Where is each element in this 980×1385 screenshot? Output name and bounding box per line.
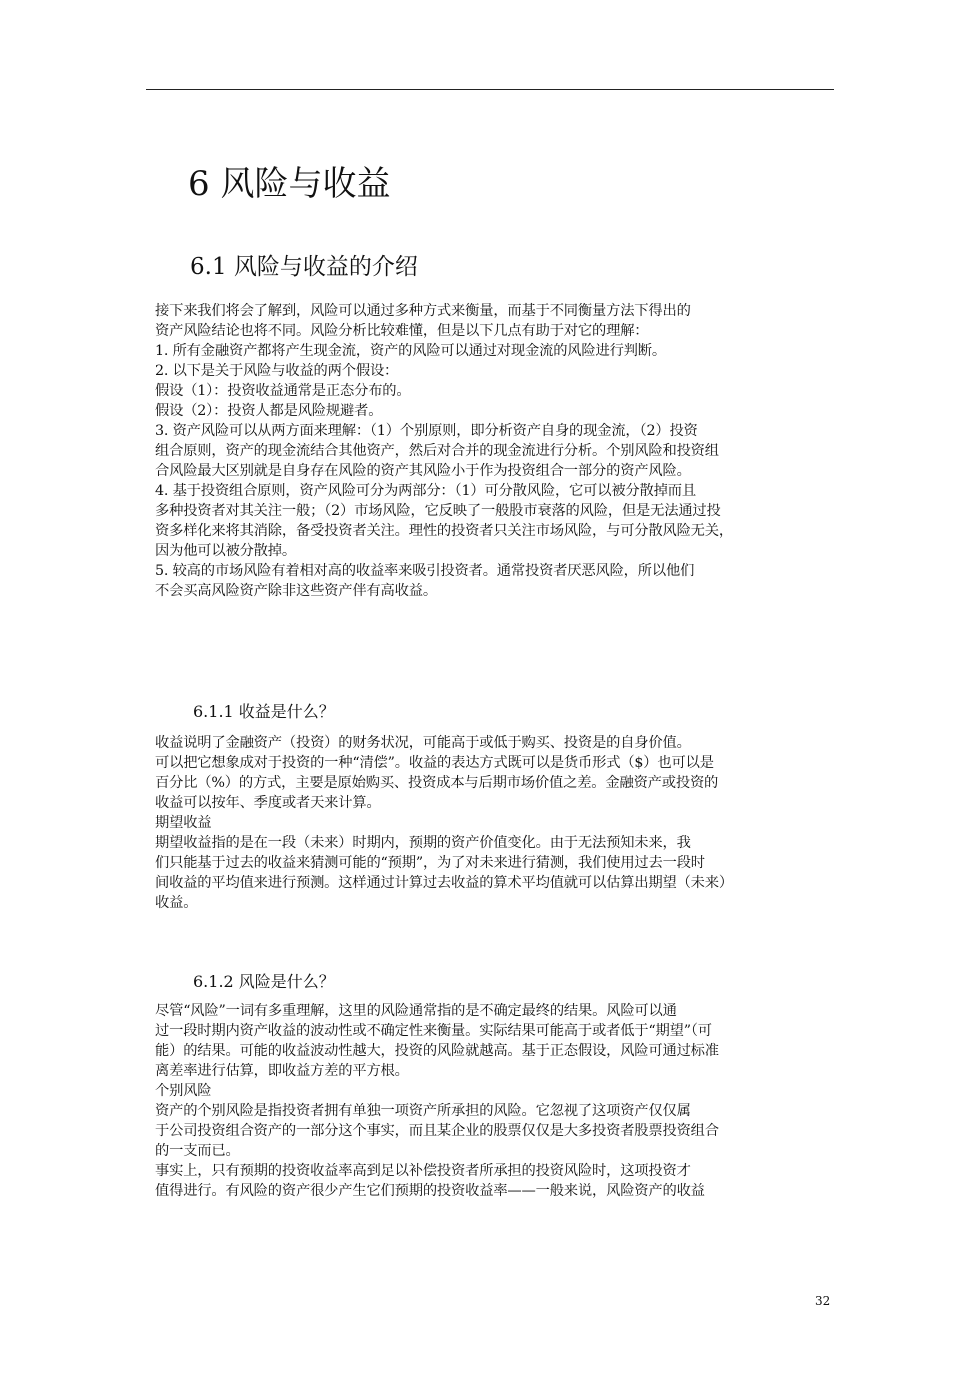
returns-paragraphs: [155, 733, 733, 913]
text-line: 的一支而已。: [155, 1143, 240, 1159]
header-rule: [146, 89, 834, 90]
text-line: 值得进行。有风险的资产很少产生它们预期的投资收益率——一般来说，风险资产的收益: [155, 1183, 705, 1199]
page-number: 32: [815, 1294, 831, 1308]
subsection-title-risk: 6.1.2 风险是什么？: [193, 972, 335, 991]
text-line: 可以把它想象成对于投资的一种“清偿”。收益的表达方式既可以是货币形式（$）也可以是: [155, 755, 714, 771]
text-line: 资多样化来将其消除，备受投资者关注。理性的投资者只关注市场风险，与可分散风险无关，: [155, 523, 733, 539]
text-line: 收益可以按年、季度或者天来计算。: [155, 795, 381, 811]
text-line: 接下来我们将会了解到，风险可以通过多种方式来衡量，而基于不同衡量方法下得出的: [155, 303, 691, 319]
text-line: 资产风险结论也将不同。风险分析比较难懂，但是以下几点有助于对它的理解：: [155, 323, 649, 339]
subsection-title-returns: 6.1.1 收益是什么？: [193, 702, 335, 721]
text-line: 合风险最大区别就是自身存在风险的资产其风险小于作为投资组合一部分的资产风险。: [155, 463, 691, 479]
text-line: 们只能基于过去的收益来猜测可能的“预期”，为了对未来进行猜测，我们使用过去一段时: [155, 855, 705, 871]
text-line: 期望收益指的是在一段（未来）时期内，预期的资产价值变化。由于无法预知未来，我: [155, 835, 691, 851]
section-title: 6.1 风险与收益的介绍: [190, 254, 418, 280]
text-line: 5. 较高的市场风险有着相对高的收益率来吸引投资者。通常投资者厌恶风险，所以他们: [155, 563, 695, 579]
text-line: 个别风险: [155, 1083, 212, 1099]
text-line: 假设（2）：投资人都是风险规避者。: [155, 403, 383, 419]
text-line: 间收益的平均值来进行预测。这样通过计算过去收益的算术平均值就可以估算出期望（未来）: [155, 875, 733, 891]
text-line: 因为他可以被分散掉。: [155, 543, 296, 559]
text-line: 收益。: [155, 895, 198, 911]
text-line: 组合原则，资产的现金流结合其他资产，然后对合并的现金流进行分析。个别风险和投资组: [155, 443, 719, 459]
intro-paragraphs: [155, 301, 733, 601]
text-line: 不会买高风险资产除非这些资产伴有高收益。: [155, 583, 437, 599]
text-line: 2. 以下是关于风险与收益的两个假设：: [155, 363, 399, 379]
text-line: 离差率进行估算，即收益方差的平方根。: [155, 1063, 409, 1079]
text-line: 期望收益: [155, 815, 212, 831]
text-line: 能）的结果。可能的收益波动性越大，投资的风险就越高。基于正态假设，风险可通过标准: [155, 1043, 719, 1059]
text-line: 尽管“风险”一词有多重理解，这里的风险通常指的是不确定最终的结果。风险可以通: [155, 1003, 677, 1019]
text-line: 事实上，只有预期的投资收益率高到足以补偿投资者所承担的投资风险时，这项投资才: [155, 1163, 691, 1179]
text-line: 多种投资者对其关注一般；（2）市场风险，它反映了一般股市衰落的风险，但是无法通过投: [155, 503, 721, 519]
text-line: 资产的个别风险是指投资者拥有单独一项资产所承担的风险。它忽视了这项资产仅仅属: [155, 1103, 691, 1119]
chapter-title: 6 风险与收益: [188, 164, 391, 204]
text-line: 收益说明了金融资产（投资）的财务状况，可能高于或低于购买、投资是的自身价值。: [155, 735, 691, 751]
text-line: 过一段时期内资产收益的波动性或不确定性来衡量。实际结果可能高于或者低于“期望”（可: [155, 1023, 712, 1039]
text-line: 3. 资产风险可以从两方面来理解：（1）个别原则，即分析资产自身的现金流，（2）投资: [155, 423, 698, 439]
text-line: 假设（1）：投资收益通常是正态分布的。: [155, 383, 411, 399]
risk-paragraphs: [155, 1001, 719, 1201]
text-line: 于公司投资组合资产的一部分这个事实，而且某企业的股票仅仅是大多投资者股票投资组合: [155, 1123, 719, 1139]
text-line: 1. 所有金融资产都将产生现金流，资产的风险可以通过对现金流的风险进行判断。: [155, 343, 666, 359]
text-line: 百分比（%）的方式，主要是原始购买、投资成本与后期市场价值之差。金融资产或投资的: [155, 775, 719, 791]
text-line: 4. 基于投资组合原则，资产风险可分为两部分：（1）可分散风险，它可以被分散掉而且: [155, 483, 696, 499]
